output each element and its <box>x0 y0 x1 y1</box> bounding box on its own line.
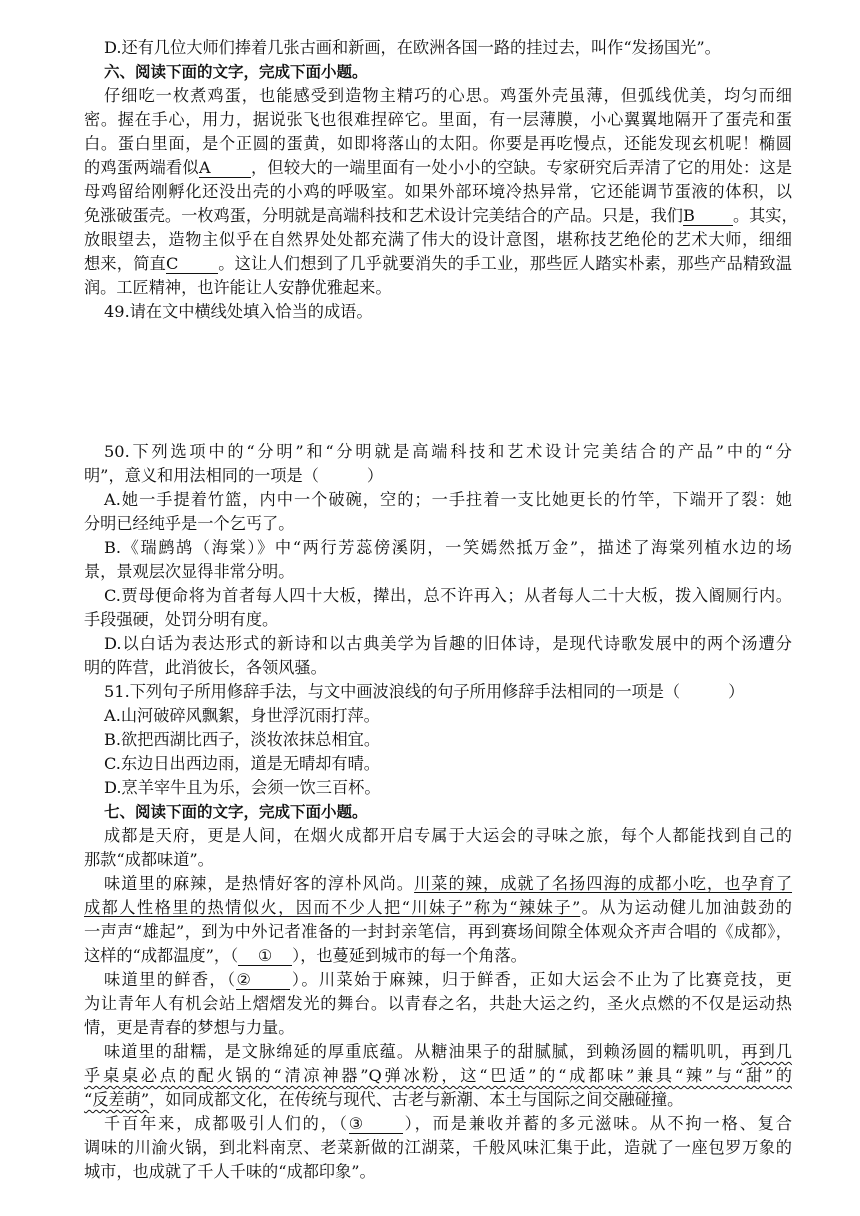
passage-line: 味道里的甜糯，是文脉绵延的厚重底蕴。从糖油果子的甜腻腻，到赖汤圆的糯叽叽，再到几 <box>104 1042 792 1061</box>
passage-line: 母鸡留给刚孵化还没出壳的小鸡的呼吸室。如果外部环境冷热异常，它还能调节蛋液的体积，以 <box>84 182 792 201</box>
underlined-sentence: 成都人性格里的热情似火，因而不少人把“川妹子”称为“辣妹子” <box>84 898 581 917</box>
passage-line: 免涨破蛋壳。一枚鸡蛋，分明就是高端科技和艺术设计完美结合的产品。只是，我们B 。其实， <box>84 206 798 225</box>
wavy-sentence: “反差萌” <box>84 1090 150 1109</box>
passage-line: 润。工匠精神，也许能让人安静优雅起来。 <box>84 278 392 297</box>
blank-a: A <box>199 159 251 178</box>
passage-line: 为让青年人有机会站上熠熠发光的舞台。以青春之名，共赴大运之约，圣火点燃的不仅是运动热 <box>84 994 792 1013</box>
passage-line: 味道里的麻辣，是热情好客的淳朴风尚。川菜的辣，成就了名扬四海的成都小吃，也孕育了 <box>104 874 793 893</box>
blank-c: C <box>166 255 218 274</box>
passage-line: 城市，也成就了千人千味的“成都印象”。 <box>84 1162 376 1181</box>
passage-line <box>84 1064 792 1088</box>
passage-line: 那款“成都味道”。 <box>84 850 214 869</box>
underlined-sentence: 川菜的辣，成就了名扬四海的成都小吃，也孕育了 <box>414 874 793 893</box>
passage-line: 成都人性格里的热情似火，因而不少人把“川妹子”称为“辣妹子”。从为运动健儿加油鼓劲的 <box>84 898 792 917</box>
q51-stem: 51.下列句子所用修辞手法，与文中画波浪线的句子所用修辞手法相同的一项是（ ） <box>104 682 745 701</box>
blank-b: B <box>683 207 733 226</box>
q50-option-b: B.《瑞鹧鸪（海棠）》中“两行芳蕊傍溪阴，一笑嫣然抵万金”，描述了海棠列植水边的场 <box>104 538 792 557</box>
blank-3: ③ <box>349 1115 403 1134</box>
passage-line: 味道里的鲜香，（② ）。川菜始于麻辣，归于鲜香，正如大运会不止为了比赛竞技，更 <box>104 970 792 989</box>
q51-option-c: C.东边日出西边雨，道是无晴却有晴。 <box>104 754 380 773</box>
q50-option-d: 明的阵营，此消彼长，各领风骚。 <box>84 658 327 677</box>
q50-option-a: A.她一手提着竹篮，内中一个破碗，空的；一手拄着一支比她更长的竹竿，下端开了裂：她 <box>104 490 792 509</box>
passage-line: 调味的川渝火锅，到北料南烹、老菜新做的江湖菜，千般风味汇集于此，造就了一座包罗万象的 <box>84 1138 792 1157</box>
q50-stem: 明”，意义和用法相同的一项是（ ） <box>84 466 384 485</box>
q50-option-c: C.贾母便命将为首者每人四十大板，撵出，总不许再入；从者每人二十大板，拨入阍厕行内。 <box>104 586 792 605</box>
q50-option-d: D.以白话为表达形式的新诗和以古典美学为旨趣的旧体诗，是现代诗歌发展中的两个汤遭分 <box>104 634 792 653</box>
q50-option-b: 景，景观层次显得非常分明。 <box>84 562 295 581</box>
q51-option-b: B.欲把西湖比西子，淡妆浓抹总相宜。 <box>104 730 381 749</box>
blank-2: ② <box>236 971 290 990</box>
passage-line: 情，更是青春的梦想与力量。 <box>84 1018 295 1037</box>
passage-line: 成都是天府，更是人间，在烟火成都开启专属于大运会的寻味之旅，每个人都能找到自己的 <box>104 826 792 845</box>
question-49: 49.请在文中横线处填入恰当的成语。 <box>104 302 373 321</box>
q51-option-d: D.烹羊宰牛且为乐，会须一饮三百杯。 <box>104 778 381 797</box>
q50-option-c: 手段强硬，处罚分明有度。 <box>84 610 279 629</box>
passage-line: 想来，简直C 。这让人们想到了几乎就要消失的手工业，那些匠人踏实朴素，那些产品精致温 <box>84 254 792 273</box>
passage-line: 白。蛋白里面，是个正圆的蛋黄，如即将落山的太阳。你要是再吃慢点，还能发现玄机呢！椭圆 <box>84 134 792 153</box>
passage-line: 密。握在手心，用力，据说张飞也很难捏碎它。里面，有一层薄膜，小心翼翼地隔开了蛋壳和蛋 <box>84 110 792 129</box>
q50-stem: 50.下列选项中的“分明”和“分明就是高端科技和艺术设计完美结合的产品”中的“分 <box>104 442 792 461</box>
passage-line: 的鸡蛋两端看似A ，但较大的一端里面有一处小小的空缺。专家研究后弄清了它的用处：这是 <box>84 158 793 177</box>
section6-heading: 六、阅读下面的文字，完成下面小题。 <box>104 63 368 81</box>
q50-option-a: 分明已经纯乎是一个乞丐了。 <box>84 514 295 533</box>
passage-line: “反差萌”，如同成都文化，在传统与现代、古老与新潮、本土与国际之间交融碰撞。 <box>84 1090 684 1109</box>
wavy-sentence: 乎桌桌必点的配火锅的“清凉神器”Q弹冰粉，这“巴适”的“成都味”兼具“辣”与“甜”的 <box>84 1066 792 1085</box>
passage-line: 这样的“成都温度”，（ ① ），也蔓延到城市的每一个角落。 <box>84 946 527 965</box>
passage-line: 千百年来，成都吸引人们的，（③ ），而是兼收并蓄的多元滋味。从不拘一格、复合 <box>104 1114 792 1133</box>
passage-line: 放眼望去，造物主似乎在自然界处处都充满了伟大的设计意图，堪称技艺绝伦的艺术大师，细细 <box>84 230 792 249</box>
option-d-prev: D.还有几位大师们捧着几张古画和新画，在欧洲各国一路的挂过去，叫作“发扬国光”。 <box>104 38 721 57</box>
q51-option-a: A.山河破碎风飘絮，身世浮沉雨打萍。 <box>104 706 380 725</box>
passage-line: 一声声“雄起”，到为中外记者准备的一封封亲笔信，再到赛场间隙全体观众齐声合唱的《成都》， <box>84 922 792 941</box>
wavy-sentence: 再到几 <box>741 1042 792 1061</box>
blank-1: ① <box>238 947 292 966</box>
section7-heading: 七、阅读下面的文字，完成下面小题。 <box>104 803 368 821</box>
passage-line: 仔细吃一枚煮鸡蛋，也能感受到造物主精巧的心思。鸡蛋外壳虽薄，但弧线优美，均匀而细 <box>104 86 792 105</box>
